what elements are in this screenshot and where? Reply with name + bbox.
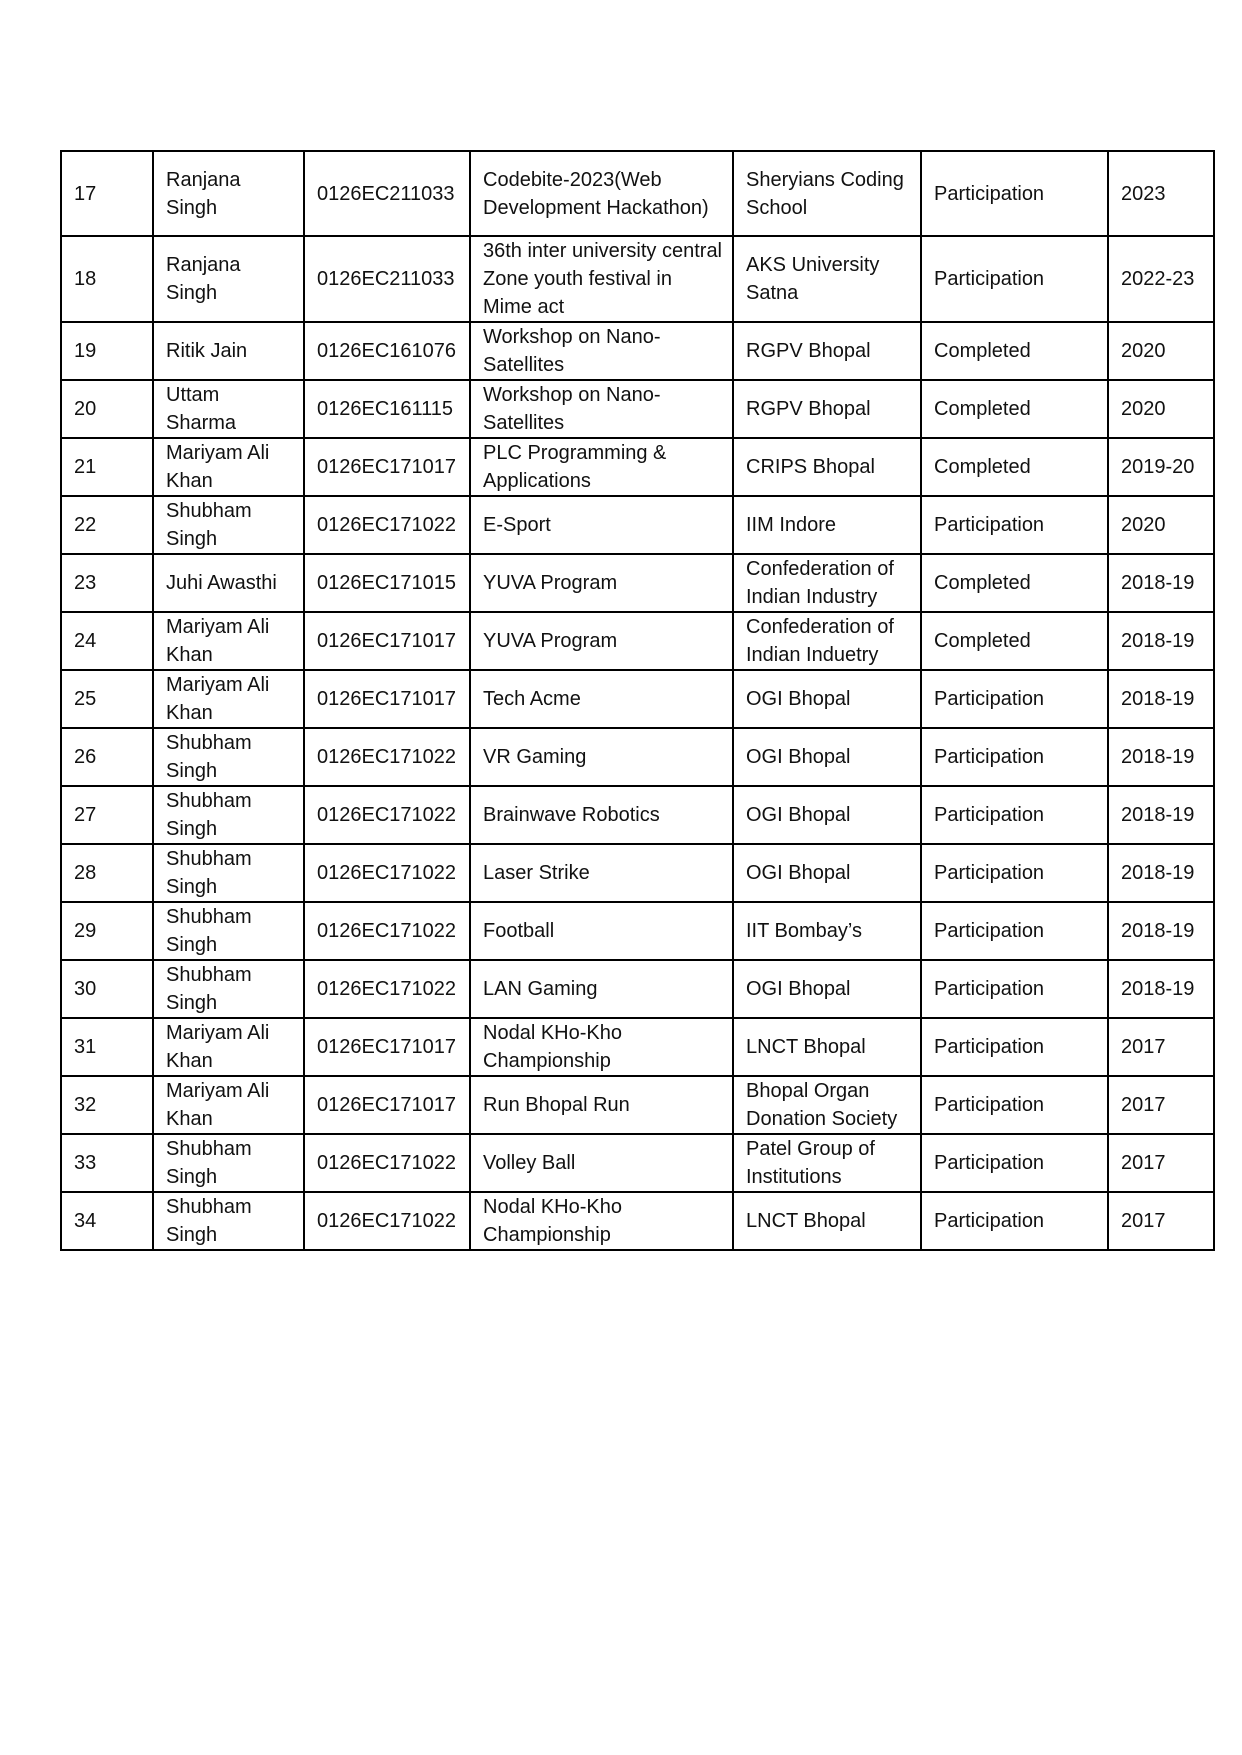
serial-number-cell: 21 (61, 438, 153, 496)
table-row (61, 1018, 1214, 1076)
year-cell: 2018-19 (1108, 554, 1214, 612)
organizer-cell: RGPV Bhopal (733, 380, 921, 438)
event-cell: YUVA Program (470, 554, 733, 612)
event-cell: Workshop on Nano-Satellites (470, 322, 733, 380)
year-cell: 2022-23 (1108, 236, 1214, 322)
status-cell: Completed (921, 322, 1108, 380)
status-cell: Completed (921, 612, 1108, 670)
year-cell: 2020 (1108, 380, 1214, 438)
student-name-cell: Shubham Singh (153, 728, 304, 786)
year-cell: 2018-19 (1108, 670, 1214, 728)
serial-number-cell: 23 (61, 554, 153, 612)
student-name-cell: Shubham Singh (153, 902, 304, 960)
organizer-cell: OGI Bhopal (733, 728, 921, 786)
event-cell: E-Sport (470, 496, 733, 554)
year-cell: 2020 (1108, 322, 1214, 380)
table-row (61, 151, 1214, 236)
organizer-cell: Patel Group of Institutions (733, 1134, 921, 1192)
student-name-cell: Ritik Jain (153, 322, 304, 380)
enrollment-number-cell: 0126EC171015 (304, 554, 470, 612)
table-row (61, 554, 1214, 612)
organizer-cell: IIT Bombay’s (733, 902, 921, 960)
serial-number-cell: 24 (61, 612, 153, 670)
enrollment-number-cell: 0126EC171017 (304, 670, 470, 728)
event-cell: PLC Programming & Applications (470, 438, 733, 496)
event-cell: Nodal KHo-Kho Championship (470, 1018, 733, 1076)
year-cell: 2017 (1108, 1134, 1214, 1192)
enrollment-number-cell: 0126EC171022 (304, 1192, 470, 1250)
serial-number-cell: 19 (61, 322, 153, 380)
serial-number-cell: 25 (61, 670, 153, 728)
event-cell: Tech Acme (470, 670, 733, 728)
serial-number-cell: 18 (61, 236, 153, 322)
serial-number-cell: 20 (61, 380, 153, 438)
table-row (61, 612, 1214, 670)
enrollment-number-cell: 0126EC171017 (304, 1018, 470, 1076)
year-cell: 2019-20 (1108, 438, 1214, 496)
organizer-cell: OGI Bhopal (733, 786, 921, 844)
table-row (61, 1134, 1214, 1192)
status-cell: Participation (921, 728, 1108, 786)
event-cell: LAN Gaming (470, 960, 733, 1018)
event-cell: Codebite-2023(Web Development Hackathon) (470, 151, 733, 236)
year-cell: 2018-19 (1108, 960, 1214, 1018)
organizer-cell: OGI Bhopal (733, 960, 921, 1018)
event-cell: 36th inter university central Zone youth festival in Mime act (470, 236, 733, 322)
event-cell: Football (470, 902, 733, 960)
status-cell: Participation (921, 236, 1108, 322)
event-cell: Nodal KHo-Kho Championship (470, 1192, 733, 1250)
organizer-cell: LNCT Bhopal (733, 1192, 921, 1250)
table-body (61, 151, 1214, 1250)
enrollment-number-cell: 0126EC171022 (304, 496, 470, 554)
organizer-cell: CRIPS Bhopal (733, 438, 921, 496)
event-cell: YUVA Program (470, 612, 733, 670)
enrollment-number-cell: 0126EC211033 (304, 151, 470, 236)
enrollment-number-cell: 0126EC161115 (304, 380, 470, 438)
student-name-cell: Mariyam Ali Khan (153, 1018, 304, 1076)
organizer-cell: Confederation of Indian Induetry (733, 612, 921, 670)
status-cell: Participation (921, 1134, 1108, 1192)
year-cell: 2018-19 (1108, 786, 1214, 844)
table-row (61, 1192, 1214, 1250)
student-name-cell: Mariyam Ali Khan (153, 438, 304, 496)
organizer-cell: OGI Bhopal (733, 670, 921, 728)
student-name-cell: Shubham Singh (153, 786, 304, 844)
table-row (61, 786, 1214, 844)
enrollment-number-cell: 0126EC171017 (304, 612, 470, 670)
event-cell: Laser Strike (470, 844, 733, 902)
status-cell: Participation (921, 786, 1108, 844)
student-name-cell: Uttam Sharma (153, 380, 304, 438)
organizer-cell: AKS University Satna (733, 236, 921, 322)
year-cell: 2023 (1108, 151, 1214, 236)
participation-records-table (60, 150, 1215, 1251)
student-name-cell: Shubham Singh (153, 844, 304, 902)
enrollment-number-cell: 0126EC171017 (304, 438, 470, 496)
table-row (61, 438, 1214, 496)
table-row (61, 496, 1214, 554)
serial-number-cell: 28 (61, 844, 153, 902)
serial-number-cell: 17 (61, 151, 153, 236)
year-cell: 2018-19 (1108, 844, 1214, 902)
serial-number-cell: 32 (61, 1076, 153, 1134)
enrollment-number-cell: 0126EC171022 (304, 960, 470, 1018)
table-row (61, 380, 1214, 438)
enrollment-number-cell: 0126EC171022 (304, 786, 470, 844)
event-cell: Workshop on Nano-Satellites (470, 380, 733, 438)
student-name-cell: Mariyam Ali Khan (153, 612, 304, 670)
year-cell: 2017 (1108, 1018, 1214, 1076)
table-row (61, 902, 1214, 960)
serial-number-cell: 34 (61, 1192, 153, 1250)
serial-number-cell: 27 (61, 786, 153, 844)
enrollment-number-cell: 0126EC171022 (304, 728, 470, 786)
year-cell: 2017 (1108, 1076, 1214, 1134)
status-cell: Participation (921, 1076, 1108, 1134)
student-name-cell: Ranjana Singh (153, 151, 304, 236)
enrollment-number-cell: 0126EC171022 (304, 902, 470, 960)
student-name-cell: Juhi Awasthi (153, 554, 304, 612)
year-cell: 2018-19 (1108, 902, 1214, 960)
status-cell: Participation (921, 151, 1108, 236)
year-cell: 2017 (1108, 1192, 1214, 1250)
event-cell: VR Gaming (470, 728, 733, 786)
student-name-cell: Shubham Singh (153, 496, 304, 554)
organizer-cell: IIM Indore (733, 496, 921, 554)
status-cell: Participation (921, 1018, 1108, 1076)
organizer-cell: Sheryians Coding School (733, 151, 921, 236)
status-cell: Participation (921, 844, 1108, 902)
organizer-cell: OGI Bhopal (733, 844, 921, 902)
organizer-cell: LNCT Bhopal (733, 1018, 921, 1076)
status-cell: Participation (921, 960, 1108, 1018)
student-name-cell: Shubham Singh (153, 960, 304, 1018)
event-cell: Volley Ball (470, 1134, 733, 1192)
status-cell: Participation (921, 670, 1108, 728)
student-name-cell: Shubham Singh (153, 1192, 304, 1250)
enrollment-number-cell: 0126EC171022 (304, 1134, 470, 1192)
serial-number-cell: 22 (61, 496, 153, 554)
student-name-cell: Shubham Singh (153, 1134, 304, 1192)
enrollment-number-cell: 0126EC171022 (304, 844, 470, 902)
status-cell: Participation (921, 496, 1108, 554)
serial-number-cell: 30 (61, 960, 153, 1018)
table-row (61, 728, 1214, 786)
enrollment-number-cell: 0126EC211033 (304, 236, 470, 322)
status-cell: Completed (921, 438, 1108, 496)
status-cell: Participation (921, 1192, 1108, 1250)
table-row (61, 844, 1214, 902)
serial-number-cell: 29 (61, 902, 153, 960)
status-cell: Participation (921, 902, 1108, 960)
serial-number-cell: 31 (61, 1018, 153, 1076)
serial-number-cell: 26 (61, 728, 153, 786)
student-name-cell: Mariyam Ali Khan (153, 1076, 304, 1134)
serial-number-cell: 33 (61, 1134, 153, 1192)
organizer-cell: RGPV Bhopal (733, 322, 921, 380)
event-cell: Brainwave Robotics (470, 786, 733, 844)
enrollment-number-cell: 0126EC171017 (304, 1076, 470, 1134)
organizer-cell: Bhopal Organ Donation Society (733, 1076, 921, 1134)
table-row (61, 236, 1214, 322)
table-row (61, 322, 1214, 380)
table-row (61, 670, 1214, 728)
student-name-cell: Mariyam Ali Khan (153, 670, 304, 728)
status-cell: Completed (921, 554, 1108, 612)
year-cell: 2020 (1108, 496, 1214, 554)
enrollment-number-cell: 0126EC161076 (304, 322, 470, 380)
year-cell: 2018-19 (1108, 728, 1214, 786)
student-name-cell: Ranjana Singh (153, 236, 304, 322)
table-row (61, 960, 1214, 1018)
status-cell: Completed (921, 380, 1108, 438)
table-row (61, 1076, 1214, 1134)
event-cell: Run Bhopal Run (470, 1076, 733, 1134)
organizer-cell: Confederation of Indian Industry (733, 554, 921, 612)
year-cell: 2018-19 (1108, 612, 1214, 670)
